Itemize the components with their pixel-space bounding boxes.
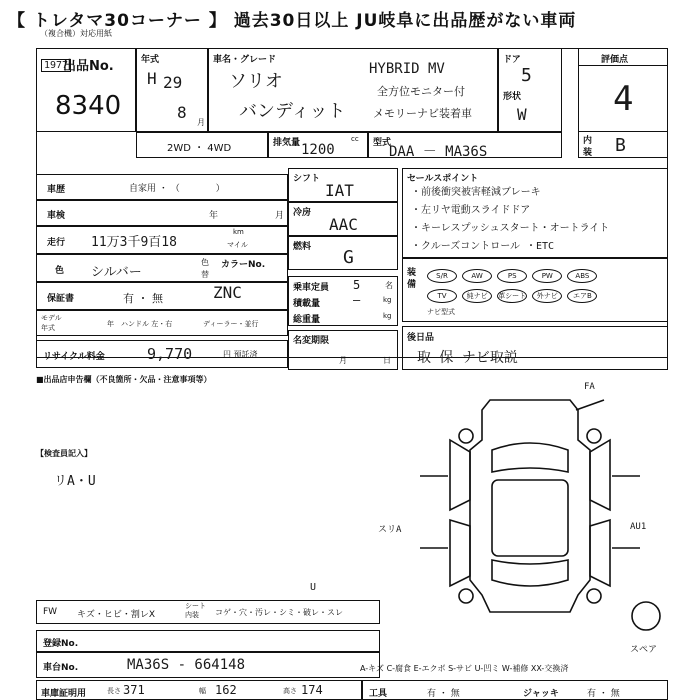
model-grade1: HYBRID MV: [369, 61, 445, 77]
subtitle: （複合機）対応用紙: [40, 29, 112, 38]
score-label: 評価点: [601, 55, 629, 65]
color-value: シルバー: [91, 265, 142, 280]
cert-width: 162: [215, 683, 237, 697]
inspector-label: 【検査員記入】: [36, 449, 92, 458]
sales-point-4: ・クルーズコントロール ・ETC: [411, 241, 555, 252]
model-year-label-2: 年式: [41, 324, 55, 332]
model-year-label-1: モデル: [41, 314, 62, 322]
warranty-row: [36, 282, 288, 310]
model-year-dealer: ディーラー・並行: [203, 320, 259, 328]
equip-pw: PW: [532, 269, 562, 283]
history-label: 車歴: [47, 185, 66, 195]
type-box: [368, 132, 562, 158]
fw-terms: キズ・ヒビ・割レX: [77, 610, 155, 620]
recycle-row: [36, 340, 288, 368]
cert-height: 174: [301, 683, 323, 697]
inspection-label: 車検: [47, 211, 66, 221]
registration-label: 登録No.: [43, 639, 79, 649]
doors-box: [498, 48, 562, 132]
shift-label: シフト: [293, 174, 321, 184]
mileage-value: 11万3千9百18: [91, 235, 177, 250]
equip-abs: ABS: [567, 269, 597, 283]
color-label: 色: [55, 266, 65, 276]
sales-points-box: [402, 168, 668, 258]
equip-ps: PS: [497, 269, 527, 283]
mileage-unit-km: km: [233, 228, 244, 236]
seat-terms: コゲ・穴・汚レ・シミ・破レ・スレ: [215, 608, 343, 617]
equipment-box: [402, 258, 668, 322]
warranty-value: 有 ・ 無: [123, 292, 163, 305]
sales-points-label: セールスポイント: [407, 174, 479, 184]
type-value: DAA － MA36S: [389, 144, 488, 160]
year-month-suffix: 月: [197, 118, 205, 127]
ac-box: [288, 202, 398, 236]
tools-label: 工具: [369, 689, 388, 699]
color-change-1: 色: [201, 258, 209, 267]
seller-notes-label: ■出品店申告欄（不良箇所・欠品・注意事項等）: [36, 375, 212, 384]
inspector-value: リA・U: [54, 474, 96, 489]
inspection-year: 年: [209, 211, 219, 221]
fuel-value: G: [343, 247, 354, 268]
recycle-value: 9,770: [147, 345, 193, 363]
load-unit: kg: [383, 296, 392, 304]
ac-label: 冷房: [293, 208, 312, 218]
mileage-unit-mile: マイル: [227, 241, 248, 249]
cert-height-label: 高さ: [283, 687, 297, 695]
sales-point-1: ・前後衝突被害軽減ブレーキ: [411, 187, 541, 198]
car-diagram: [380, 380, 680, 640]
diagram-note-right: AU1: [630, 522, 647, 532]
load-value: —: [353, 293, 361, 307]
recycle-label: リサイクル料金: [43, 352, 105, 362]
year-label: 年式: [141, 55, 160, 65]
change-date-month: 月: [339, 356, 347, 365]
spare-label: スペア: [630, 645, 658, 655]
doors-label: ドア: [503, 55, 521, 65]
cert-row: [36, 680, 362, 700]
fuel-label: 燃料: [293, 242, 312, 252]
equipment-row-1: [427, 263, 597, 283]
color-change-2: 替: [201, 270, 209, 279]
history-row: [36, 174, 288, 200]
model-grade2: 全方位モニター付: [377, 85, 465, 98]
color-code-label: カラーNo.: [221, 260, 266, 270]
color-row: [36, 254, 288, 282]
sales-point-2: ・左リヤ電動スライドドア: [411, 205, 531, 216]
fw-row: [36, 600, 380, 624]
seat-label: シート内装: [185, 602, 206, 619]
displacement-label: 排気量: [273, 138, 301, 148]
interior-label-2: 装: [583, 148, 593, 158]
tools-row: [362, 680, 668, 700]
diagram-note-fa: FA: [584, 382, 595, 392]
history-value: 自家用 ・ （ ）: [129, 184, 225, 194]
lot-number: 8340: [55, 91, 122, 121]
chassis-row: [36, 652, 380, 678]
model-grade3: メモリーナビ装着車: [373, 107, 472, 120]
lot-label: 出品No.: [63, 59, 114, 74]
interior-label-1: 内: [583, 136, 593, 146]
model-year-year: 年: [107, 320, 114, 328]
score-box: [578, 48, 668, 158]
color-code: ZNC: [213, 283, 242, 302]
mileage-row: [36, 226, 288, 254]
mileage-label: 走行: [47, 238, 66, 248]
diagram-note-bottom: U: [310, 582, 317, 593]
cert-length-label: 長さ: [107, 687, 121, 695]
navi-type-label: ナビ型式: [427, 308, 455, 316]
delivery-value: 取 保 ナビ取説: [417, 350, 518, 366]
jack-value: 有 ・ 無: [587, 689, 620, 699]
warranty-label: 保証書: [47, 294, 75, 304]
recycle-unit: 円 預託済: [223, 350, 258, 359]
damage-legend: A-キズ C-腐食 E-エクボ S-サビ U-凹ミ W-補修 XX-交換済: [360, 664, 569, 673]
equip-airbag: エアB: [567, 289, 597, 303]
equip-aw: AW: [462, 269, 492, 283]
model-year-row: [36, 310, 288, 336]
cert-label: 車庫証明用: [41, 689, 87, 699]
chassis-label: 車台No.: [43, 663, 79, 673]
shape-value: W: [517, 105, 527, 124]
equipment-label: 装備: [407, 268, 417, 290]
type-label: 型式: [373, 138, 392, 148]
equip-navi: 純ナビ: [462, 289, 492, 303]
year-box: [136, 48, 208, 132]
model-name: ソリオ: [229, 71, 283, 92]
gross-unit: kg: [383, 312, 392, 320]
registration-row: [36, 630, 380, 652]
equip-leather: 革シート: [497, 289, 527, 303]
fw-label: FW: [43, 607, 58, 617]
capacity-label: 乗車定員: [293, 283, 330, 293]
year-month: 8: [177, 103, 187, 122]
year-era: H: [147, 69, 157, 88]
doors-value: 5: [521, 65, 532, 86]
tools-value: 有 ・ 無: [427, 689, 460, 699]
chassis-value: MA36S - 664148: [127, 657, 246, 673]
equip-sr: S/R: [427, 269, 457, 283]
cert-width-label: 幅: [199, 687, 206, 695]
jack-label: ジャッキ: [523, 689, 559, 699]
displacement-unit: cc: [351, 135, 359, 143]
inspection-month: 月: [275, 211, 285, 221]
delivery-label: 後日品: [407, 333, 435, 343]
ac-value: AAC: [329, 215, 358, 234]
fuel-box: [288, 236, 398, 270]
model-year-handle: ハンドル 左・右: [121, 320, 173, 328]
cert-length: 371: [123, 683, 145, 697]
displacement-value: 1200: [301, 142, 335, 158]
diagram-note-left: スリA: [378, 525, 402, 535]
capacity-unit: 名: [385, 281, 393, 290]
change-date-box: [288, 330, 398, 370]
interior-value: B: [615, 135, 626, 156]
load-label: 積載量: [293, 299, 321, 309]
capacity-box: [288, 276, 398, 326]
shift-box: [288, 168, 398, 202]
change-date-day: 日: [383, 356, 391, 365]
change-date-label: 名変期限: [293, 336, 330, 346]
model-box: [208, 48, 498, 132]
lot-box: [36, 48, 136, 132]
year-value: 29: [163, 73, 183, 92]
gross-label: 総重量: [293, 315, 321, 325]
capacity-value: 5: [353, 278, 361, 292]
displacement-box: [268, 132, 368, 158]
equip-tv: TV: [427, 289, 457, 303]
drive-label: 2WD ・ 4WD: [167, 143, 232, 154]
shape-label: 形状: [503, 92, 522, 102]
page-title: 【 トレタマ30コーナー 】 過去30日以上 JU岐阜に出品歴がない車両: [8, 11, 577, 31]
model-sub: バンディット: [239, 101, 346, 122]
equipment-row-2: [427, 283, 597, 303]
equip-ext-navi: 外ナビ: [532, 289, 562, 303]
inspection-row: [36, 200, 288, 226]
shift-value: IAT: [325, 181, 354, 200]
lot-tag: 1977: [41, 59, 71, 72]
delivery-box: [402, 326, 668, 370]
score-value: 4: [613, 79, 634, 119]
model-label: 車名・グレード: [213, 55, 277, 65]
drive-box: [136, 132, 268, 158]
sales-point-3: ・キーレスプッシュスタート・オートライト: [411, 223, 610, 234]
